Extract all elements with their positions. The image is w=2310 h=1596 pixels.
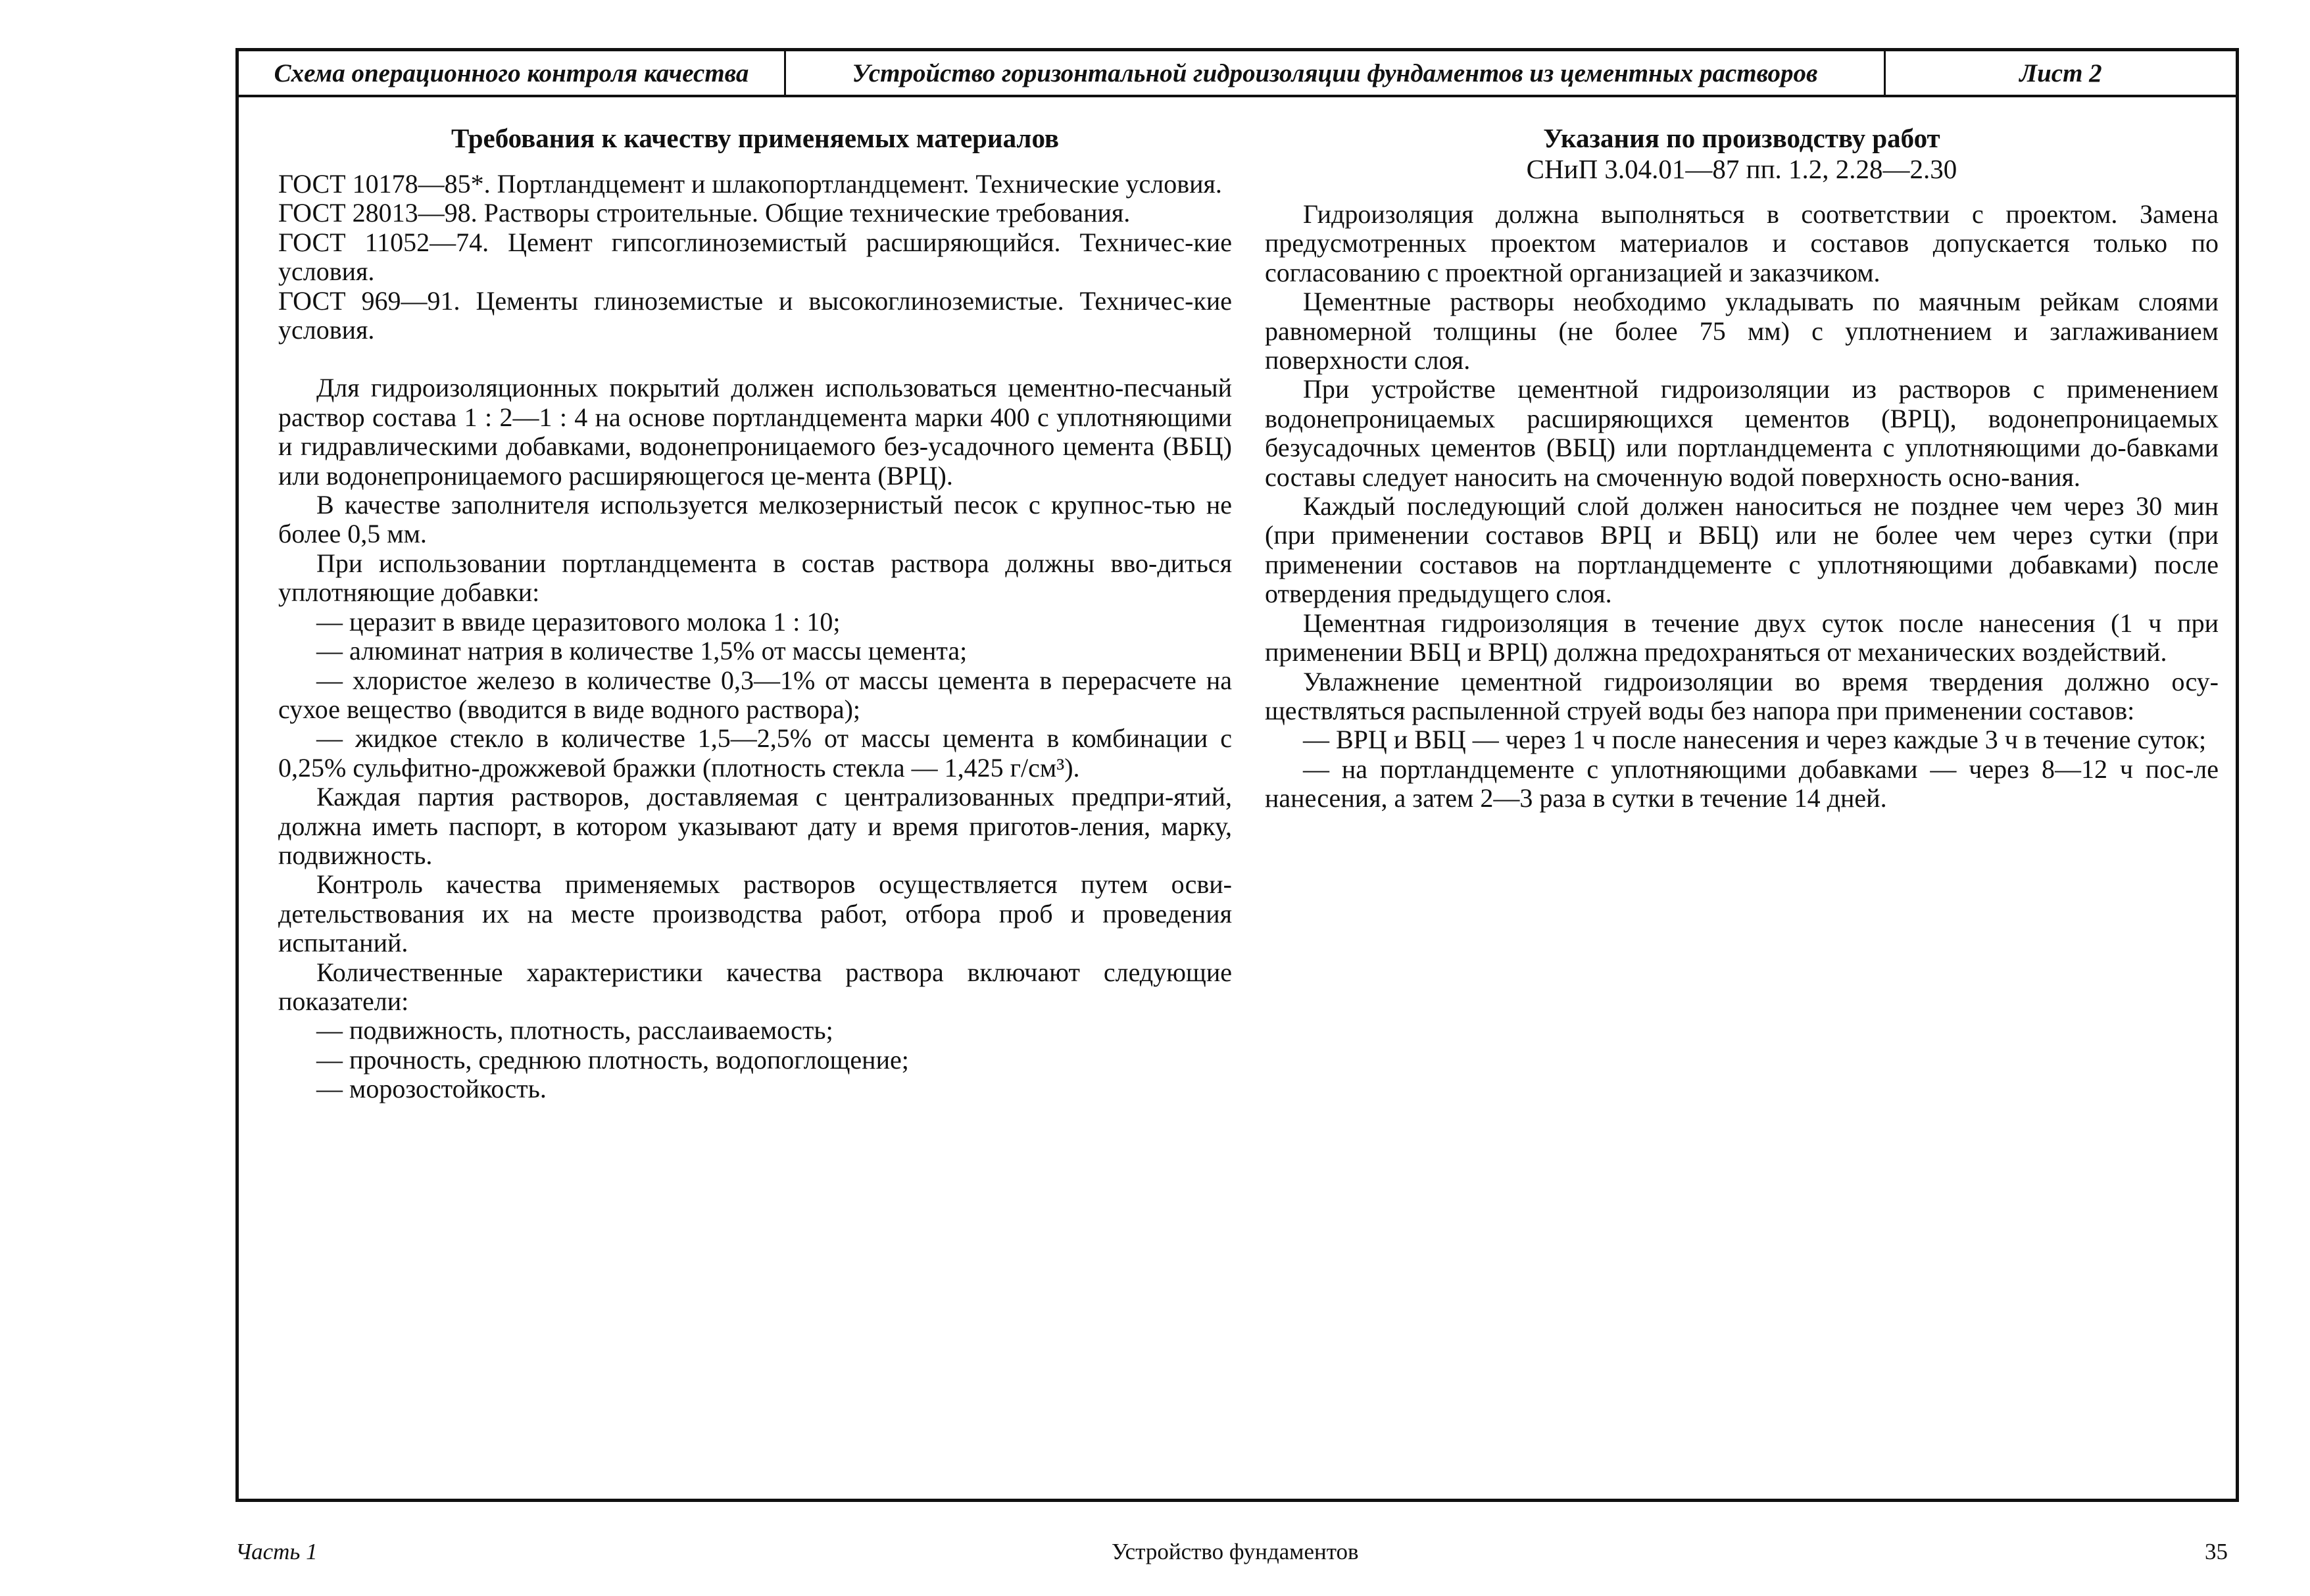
footer-section-title: Устройство фундаментов bbox=[1112, 1539, 1359, 1564]
project-compliance-paragraph: Гидроизоляция должна выполняться в соответствии с проектом. Замена предусмотренных проектом материалов и составов допускается только по согласованию с проектной организацией и заказчиком. bbox=[1265, 199, 2219, 287]
additive-item: — алюминат натрия в количестве 1,5% от массы цемента; bbox=[316, 636, 968, 666]
batch-passport-paragraph: Каждая партия растворов, доставляемая с централизованных предпри-ятий, должна иметь паспорт, в котором указывают дату и время приготов-ления, марку, подвижность. bbox=[278, 782, 1232, 870]
additive-item: — хлористое железо в количестве 0,3—1% от массы цемента в перерасчете на сухое вещество (вводится в виде водного раствора); bbox=[278, 665, 1232, 724]
standard-item: ГОСТ 28013—98. Растворы строительные. Общие технические требования. bbox=[278, 198, 1131, 228]
quality-indicators-paragraph: Количественные характеристики качества раствора включают следующие показатели: bbox=[278, 957, 1232, 1016]
standard-item: ГОСТ 11052—74. Цемент гипсоглиноземистый расширяющийся. Техничес-кие условия. bbox=[278, 227, 1232, 287]
moistening-paragraph: Увлажнение цементной гидроизоляции во время твердения должно осу-ществляться распыленной струей воды без напора при применении составов: bbox=[1265, 666, 2219, 725]
quality-control-paragraph: Контроль качества применяемых растворов осуществляется путем осви-детельствования их на месте производства работ, отбора проб и проведения испытаний. bbox=[278, 869, 1232, 958]
standard-item: ГОСТ 10178—85*. Портландцемент и шлакопортландцемент. Технические условия. bbox=[278, 169, 1222, 199]
indicator-item: — морозостойкость. bbox=[316, 1074, 547, 1104]
layer-laying-paragraph: Цементные растворы необходимо укладывать по маячным рейкам слоями равномерной толщины (не более 75 мм) с уплотнением и заглаживанием поверхности слоя. bbox=[1265, 287, 2219, 375]
indicator-item: — прочность, среднюю плотность, водопоглощение; bbox=[316, 1044, 909, 1075]
protection-paragraph: Цементная гидроизоляция в течение двух суток после нанесения (1 ч при применении ВБЦ и ВРЦ) должна предохраняться от механических воздействий. bbox=[1265, 608, 2219, 667]
additive-item: — жидкое стекло в количестве 1,5—2,5% от массы цемента в комбинации с 0,25% сульфитно-дрожжевой бражки (плотность стекла — 1,425 г/см³). bbox=[278, 723, 1232, 783]
header-sheet-number: Лист 2 bbox=[2019, 59, 2102, 87]
moistening-item: — ВРЦ и ВБЦ — через 1 ч после нанесения и через каждые 3 ч в течение суток; bbox=[1303, 725, 2207, 755]
subsequent-layer-paragraph: Каждый последующий слой должен наноситься не позднее чем через 30 мин (при применении составов ВРЦ и ВБЦ) или не более чем через сутки (при применении составов на портландцементе с уплотняющими добавками) после отвердения предыдущего слоя. bbox=[1265, 491, 2219, 609]
header-table bbox=[239, 51, 2236, 97]
application-paragraph: При устройстве цементной гидроизоляции из растворов с применением водонепроницаемых расширяющихся цементов (ВРЦ), водонепроницаемых безусадочных цементов (ВБЦ) или портландцемента с уплотняющими до-бавками составы следует наносить на смоченную водой поверхность осно-вания. bbox=[1265, 374, 2219, 492]
additives-intro-paragraph: При использовании портландцемента в состав раствора должны вво-диться уплотняющие добавки: bbox=[278, 548, 1232, 608]
additive-item: — церазит в ввиде церазитового молока 1 : 10; bbox=[316, 606, 841, 637]
materials-requirements-column bbox=[278, 122, 1232, 1104]
aggregate-paragraph: В качестве заполнителя используется мелкозернистый песок с крупнос-тью не более 0,5 мм. bbox=[278, 490, 1232, 549]
footer-part-label: Часть 1 bbox=[235, 1539, 318, 1564]
instructions-section-subtitle: СНиП 3.04.01—87 пп. 1.2, 2.28—2.30 bbox=[1526, 154, 1957, 184]
page-number: 35 bbox=[2205, 1539, 2228, 1564]
standard-item: ГОСТ 969—91. Цементы глиноземистые и высокоглиноземистые. Техничес-кие условия. bbox=[278, 285, 1232, 345]
header-scheme-title: Схема операционного контроля качества bbox=[239, 51, 786, 95]
indicator-item: — подвижность, плотность, расслаиваемость; bbox=[316, 1015, 833, 1046]
instructions-section-title: Указания по производству работ bbox=[1543, 123, 1940, 153]
moistening-item: — на портландцементе с уплотняющими добавками — через 8—12 ч пос-ле нанесения, а затем 2—3 раза в сутки в течение 14 дней. bbox=[1265, 754, 2219, 813]
work-instructions-column bbox=[1265, 122, 2219, 813]
mortar-composition-paragraph: Для гидроизоляционных покрытий должен использоваться цементно-песчаный раствор состава 1 : 2—1 : 4 на основе портландцемента марки 400 с уплотняющими и гидравлическими добавками, водонепроницаемого без-усадочного цемента (ВБЦ) или водонепроницаемого расширяющегося це-мента (ВРЦ). bbox=[278, 373, 1232, 491]
header-document-title: Устройство горизонтальной гидроизоляции фундаментов из цементных растворов bbox=[786, 51, 1886, 95]
page-frame bbox=[235, 48, 2239, 1502]
materials-section-title: Требования к качеству применяемых материалов bbox=[451, 123, 1060, 153]
